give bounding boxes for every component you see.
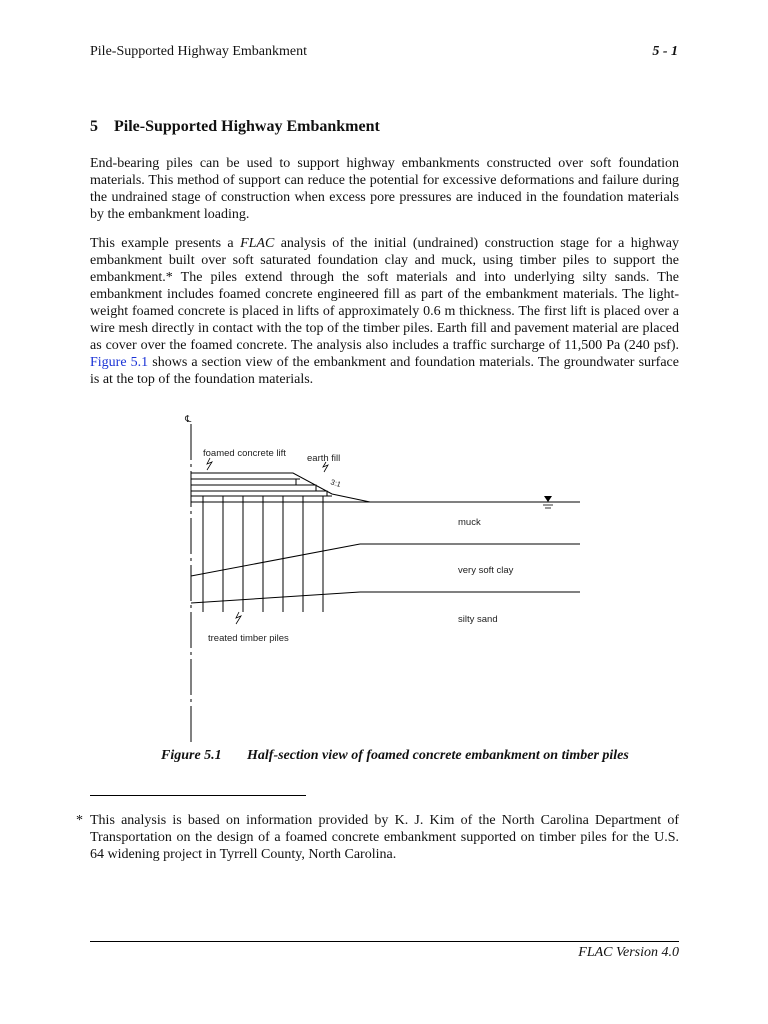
paragraph-example-text-1: This example presents a — [90, 236, 241, 251]
foamed-lift-leader — [207, 458, 212, 470]
flac-italic: FLAC — [240, 236, 275, 251]
embankment-figure — [160, 406, 600, 742]
earth-fill-outline — [191, 473, 370, 502]
section-heading — [90, 117, 380, 137]
section-number: 5 — [90, 118, 98, 135]
embankment-diagram — [160, 406, 600, 742]
running-header-page-number: 5 - 1 — [652, 44, 678, 59]
figure-caption-label: Figure 5.1 — [161, 748, 222, 763]
paragraph-example — [90, 235, 679, 388]
label-silty-sand: silty sand — [458, 614, 498, 625]
clay-sand-boundary-sloped — [191, 592, 360, 603]
label-foamed-concrete-lift: foamed concrete lift — [203, 448, 286, 459]
label-timber-piles: treated timber piles — [208, 633, 289, 644]
paragraph-intro: End-bearing piles can be used to support highway embankments constructed over soft foundation materials. This method of support can reduce the potential for excessive deformations and failure during the undrained stage of construction when excess pore pressures are induced in the foundation materials by the embankment loading. — [90, 156, 679, 222]
label-very-soft-clay: very soft clay — [458, 565, 514, 576]
paragraph-example-text-2: analysis of the initial (undrained) construction stage for a highway embankment built over soft saturated foundation clay and muck, using timber piles to support the embankment.* The piles extend through the soft materials and into underlying silty sands. The embankment includes foamed concrete engineered fill as part of the embankment materials. The light-weight foamed concrete is placed in lifts of approximately 0.6 m thickness. The first lift is placed over a wire mesh directly in contact with the top of the timber piles. Earth fill and pavement material are placed as cover over the foamed concrete. The analysis also includes a traffic surcharge of 11,500 Pa (240 psf). — [90, 236, 679, 353]
footer-divider — [90, 941, 679, 942]
paragraph-example-text-3: shows a section view of the embankment and foundation materials. The groundwater surface is at the top of the foundation materials. — [90, 355, 679, 387]
footer-version: FLAC Version 4.0 — [578, 945, 679, 960]
label-earth-fill: earth fill — [307, 453, 341, 464]
running-header-title: Pile-Supported Highway Embankment — [90, 44, 307, 59]
footnote-divider — [90, 795, 306, 796]
figure-reference-link[interactable]: Figure 5.1 — [90, 355, 149, 370]
footnote-text: This analysis is based on information provided by K. J. Kim of the North Carolina Department of Transportation on the design of a foamed concrete embankment supported on timber piles for the U.S. 64 widening project in Tyrrell County, North Carolina. — [90, 813, 679, 862]
muck-clay-boundary-sloped — [191, 544, 360, 576]
footnote-mark: * — [76, 813, 83, 828]
centerline-symbol: ℄ — [185, 414, 192, 425]
figure-caption-text: Half-section view of foamed concrete embankment on timber piles — [247, 748, 629, 763]
section-title-text: Pile-Supported Highway Embankment — [114, 118, 380, 135]
foamed-concrete-lift-2 — [191, 485, 316, 491]
label-slope: 3:1 — [329, 477, 343, 490]
timber-piles-leader — [236, 612, 241, 624]
water-table-icon — [544, 496, 552, 502]
foamed-concrete-lift-1 — [191, 491, 327, 496]
label-muck: muck — [458, 517, 481, 528]
